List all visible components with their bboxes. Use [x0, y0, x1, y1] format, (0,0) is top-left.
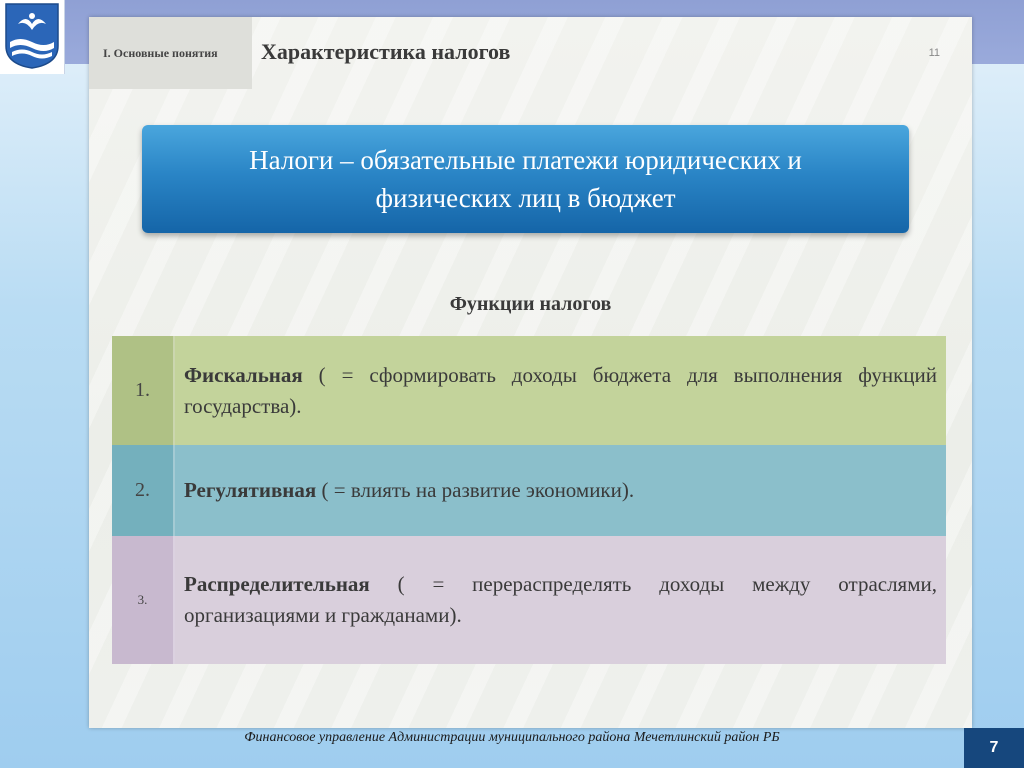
section-tab: I. Основные понятия [89, 17, 252, 89]
page-number-badge: 7 [964, 728, 1024, 768]
function-desc: ( = влиять на развитие экономики). [316, 478, 635, 502]
function-name: Распределительная [184, 572, 370, 596]
definition-text: Налоги – обязательные платежи юридических и физических лиц в бюджет [249, 145, 802, 213]
function-name: Регулятивная [184, 478, 317, 502]
row-number: 1. [112, 336, 175, 445]
table-row [112, 336, 946, 445]
slide-number: 11 [928, 47, 940, 59]
functions-heading: Функции налогов [449, 293, 612, 315]
definition-box [142, 125, 909, 233]
row-number: 2. [112, 445, 175, 536]
functions-table [112, 336, 946, 664]
row-text [175, 445, 946, 536]
table-row [112, 445, 946, 536]
function-desc: ( = перераспределять доходы между отраслями, организациями и гражданами). [184, 572, 937, 627]
function-name: Фискальная [184, 362, 303, 387]
row-text [175, 336, 946, 445]
table-row [112, 536, 946, 664]
function-desc: ( = сформировать доходы бюджета для выполнения функций государства). [184, 362, 937, 418]
row-number: 3. [112, 536, 175, 664]
municipal-emblem-icon [4, 2, 60, 70]
slide-title: Характеристика налогов [261, 39, 511, 64]
emblem-logo [0, 0, 65, 74]
slide-panel [89, 17, 972, 728]
row-text [175, 536, 946, 664]
footer-text: Финансовое управление Администрации муниципального района Мечетлинский район РБ [244, 730, 780, 745]
